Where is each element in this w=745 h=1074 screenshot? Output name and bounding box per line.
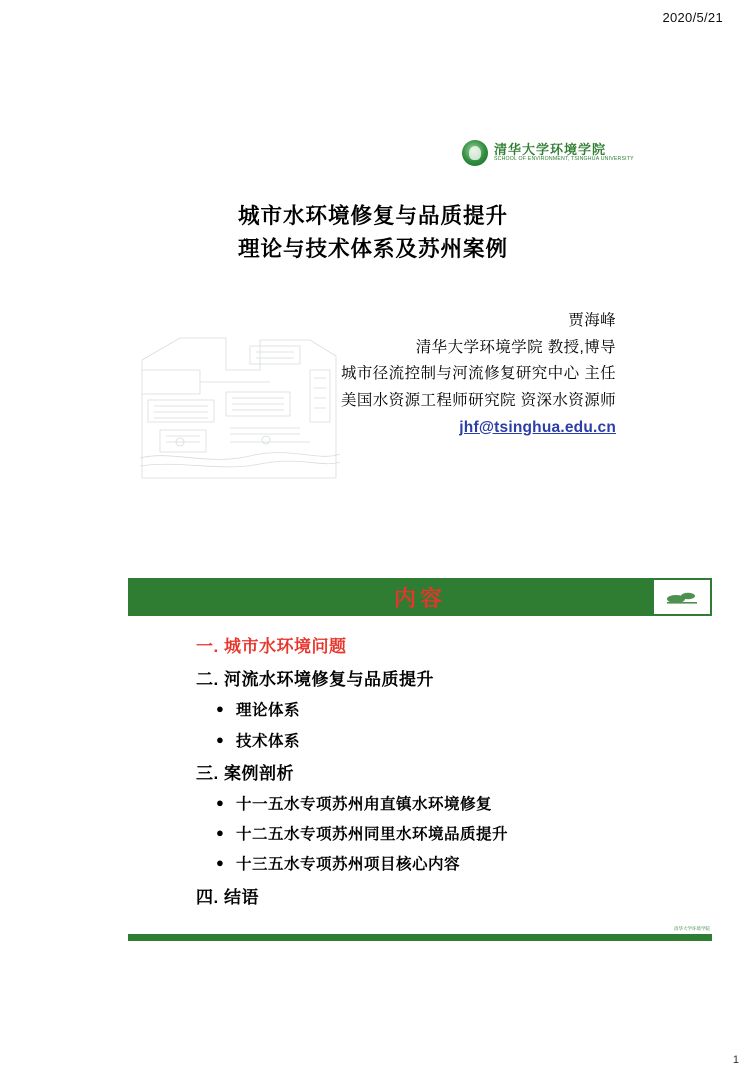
toc-subitem-label: 理论体系: [236, 702, 301, 720]
toc-subitem-label: 技术体系: [236, 732, 301, 750]
contents-slide: [28, 578, 718, 958]
author-affiliation-1: 清华大学环境学院 教授,博导: [415, 338, 616, 356]
toc-subitem-label: 十二五水专项苏州同里水环境品质提升: [236, 826, 509, 844]
author-affiliation-2: 城市径流控制与河流修复研究中心 主任: [340, 365, 616, 383]
toc-subitem-2-1[interactable]: [128, 696, 712, 726]
tsinghua-logo: [462, 138, 634, 168]
author-name: 贾海峰: [568, 312, 616, 329]
page-number: 1: [732, 1054, 739, 1066]
document-date: 2020/5/21: [662, 10, 723, 25]
author-block: [28, 308, 718, 441]
title-slide: [28, 58, 718, 558]
contents-title: 内容: [393, 585, 446, 611]
header-badge: [654, 580, 710, 614]
bullet-icon: ●: [216, 855, 225, 871]
toc-subitem-2-2[interactable]: [128, 727, 712, 757]
tsinghua-mark-icon: [662, 587, 702, 607]
toc-subitem-3-3[interactable]: [128, 850, 712, 880]
contents-header-bar: [128, 578, 712, 616]
bullet-icon: ●: [216, 701, 225, 717]
tsinghua-seal-icon: [462, 140, 488, 166]
bullet-icon: ●: [216, 794, 225, 810]
toc-item-2[interactable]: 二. 河流水环境修复与品质提升: [196, 670, 434, 690]
logo-text: [494, 143, 634, 162]
table-of-contents: [128, 630, 712, 914]
presentation-title: [28, 200, 718, 267]
toc-subitem-label: 十三五水专项苏州项目核心内容: [236, 856, 461, 874]
toc-subitem-3-2[interactable]: [128, 820, 712, 850]
slide-footer-bar: [128, 925, 712, 941]
title-line-2: 理论与技术体系及苏州案例: [237, 237, 508, 262]
bullet-icon: ●: [216, 731, 225, 747]
toc-item-1[interactable]: 一. 城市水环境问题: [196, 637, 347, 656]
author-email-link[interactable]: jhf@tsinghua.edu.cn: [459, 418, 616, 436]
toc-item-4[interactable]: 四. 结语: [196, 887, 259, 907]
toc-item-3[interactable]: 三. 案例剖析: [196, 763, 294, 783]
toc-subitem-3-1[interactable]: [128, 790, 712, 820]
title-line-1: 城市水环境修复与品质提升: [237, 204, 508, 228]
toc-subitem-label: 十一五水专项苏州甪直镇水环境修复: [236, 795, 493, 813]
author-affiliation-3: 美国水资源工程师研究院 资深水资源师: [340, 391, 616, 409]
bullet-icon: ●: [216, 825, 225, 841]
logo-cn-label: 清华大学环境学院: [494, 142, 607, 158]
footer-logo-label: 清华大学环境学院: [674, 925, 710, 931]
logo-en-label: SCHOOL OF ENVIRONMENT, TSINGHUA UNIVERSITY: [494, 156, 634, 163]
